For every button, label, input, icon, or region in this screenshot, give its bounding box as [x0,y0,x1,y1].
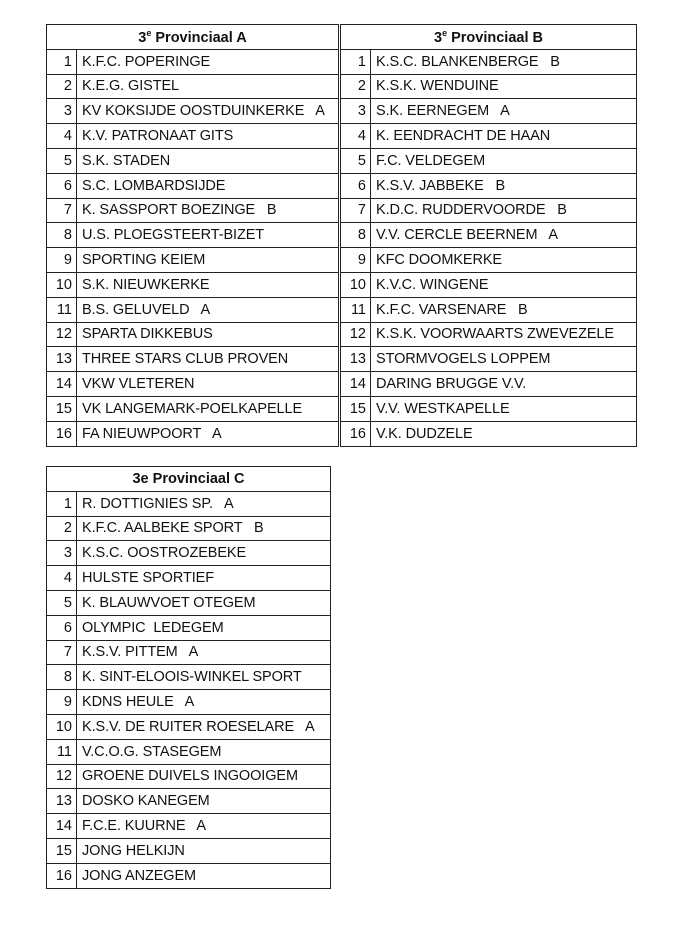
table-row [341,223,637,248]
table-row [341,74,637,99]
table-title: 3e Provinciaal C [47,467,331,492]
table-row [47,863,331,888]
rank-number: 9 [341,248,371,273]
club-name: K.S.V. PITTEM A [77,640,331,665]
rank-number: 8 [47,223,77,248]
table-row [47,99,339,124]
club-name: S.K. NIEUWKERKE [77,272,339,297]
rank-number: 1 [47,491,77,516]
rank-number: 2 [341,74,371,99]
table-row [341,148,637,173]
rank-number: 11 [47,739,77,764]
table-row [47,272,339,297]
table-row [47,838,331,863]
table-row [47,491,331,516]
rank-number: 10 [341,272,371,297]
rank-number: 9 [47,690,77,715]
club-name: K. BLAUWVOET OTEGEM [77,590,331,615]
club-name: DOSKO KANEGEM [77,789,331,814]
rank-number: 2 [47,74,77,99]
table-row [47,148,339,173]
rank-number: 7 [47,640,77,665]
table-row [47,516,331,541]
club-name: K.V.C. WINGENE [371,272,637,297]
rank-number: 11 [341,297,371,322]
rank-number: 5 [341,148,371,173]
rank-number: 16 [341,421,371,446]
club-name: STORMVOGELS LOPPEM [371,347,637,372]
table-row [47,764,331,789]
rank-number: 16 [47,863,77,888]
table-row [341,49,637,74]
rank-number: 13 [47,789,77,814]
table-row [47,665,331,690]
club-name: K.S.K. WENDUINE [371,74,637,99]
club-name: V.V. CERCLE BEERNEM A [371,223,637,248]
rank-number: 15 [341,396,371,421]
table-3e-provinciaal-b [340,24,637,447]
club-name: KFC DOOMKERKE [371,248,637,273]
table-row [47,739,331,764]
table-row [47,590,331,615]
table-row [47,615,331,640]
rank-number: 4 [47,124,77,149]
rank-number: 13 [47,347,77,372]
rank-number: 14 [47,814,77,839]
table-row [341,421,637,446]
table-row [47,372,339,397]
rank-number: 6 [341,173,371,198]
table-row [47,814,331,839]
table-row [47,198,339,223]
rank-number: 12 [47,322,77,347]
rank-number: 3 [341,99,371,124]
table-row [341,372,637,397]
club-name: VK LANGEMARK-POELKAPELLE [77,396,339,421]
table-row [47,347,339,372]
table-row [47,223,339,248]
rank-number: 7 [341,198,371,223]
table-row [47,49,339,74]
table-title: 3e Provinciaal B [341,25,637,50]
rank-number: 6 [47,615,77,640]
rank-number: 6 [47,173,77,198]
rank-number: 16 [47,421,77,446]
table-row [47,396,339,421]
club-name: FA NIEUWPOORT A [77,421,339,446]
table-row [341,347,637,372]
rank-number: 10 [47,714,77,739]
club-name: V.C.O.G. STASEGEM [77,739,331,764]
table-row [341,99,637,124]
rank-number: 9 [47,248,77,273]
club-name: B.S. GELUVELD A [77,297,339,322]
table-row [47,640,331,665]
table-row [341,297,637,322]
table-row [47,297,339,322]
rank-number: 14 [47,372,77,397]
table-row [47,322,339,347]
table-row [341,248,637,273]
club-name: SPARTA DIKKEBUS [77,322,339,347]
club-name: U.S. PLOEGSTEERT-BIZET [77,223,339,248]
club-name: JONG ANZEGEM [77,863,331,888]
table-row [341,322,637,347]
table-row [47,173,339,198]
rank-number: 4 [341,124,371,149]
rank-number: 1 [341,49,371,74]
rank-number: 5 [47,148,77,173]
club-name: K.F.C. POPERINGE [77,49,339,74]
club-name: F.C.E. KUURNE A [77,814,331,839]
rank-number: 15 [47,396,77,421]
table-row [341,396,637,421]
club-name: F.C. VELDEGEM [371,148,637,173]
table-row [47,541,331,566]
table-row [47,690,331,715]
club-name: V.V. WESTKAPELLE [371,396,637,421]
club-name: S.K. STADEN [77,148,339,173]
rank-number: 12 [341,322,371,347]
table-3e-provinciaal-c [46,466,331,889]
club-name: KDNS HEULE A [77,690,331,715]
rank-number: 8 [47,665,77,690]
table-row [341,272,637,297]
club-name: K. EENDRACHT DE HAAN [371,124,637,149]
club-name: HULSTE SPORTIEF [77,566,331,591]
table-title: 3e Provinciaal A [47,25,339,50]
club-name: K.E.G. GISTEL [77,74,339,99]
club-name: SPORTING KEIEM [77,248,339,273]
club-name: K.D.C. RUDDERVOORDE B [371,198,637,223]
rank-number: 14 [341,372,371,397]
rank-number: 12 [47,764,77,789]
club-name: K.F.C. VARSENARE B [371,297,637,322]
club-name: K. SASSPORT BOEZINGE B [77,198,339,223]
club-name: K.S.V. DE RUITER ROESELARE A [77,714,331,739]
rank-number: 3 [47,541,77,566]
table-row [47,124,339,149]
rank-number: 1 [47,49,77,74]
club-name: R. DOTTIGNIES SP. A [77,491,331,516]
table-row [341,173,637,198]
club-name: K.S.K. VOORWAARTS ZWEVEZELE [371,322,637,347]
rank-number: 8 [341,223,371,248]
club-name: VKW VLETEREN [77,372,339,397]
club-name: OLYMPIC LEDEGEM [77,615,331,640]
club-name: K. SINT-ELOOIS-WINKEL SPORT [77,665,331,690]
club-name: K.S.C. OOSTROZEBEKE [77,541,331,566]
rank-number: 13 [341,347,371,372]
table-row [47,421,339,446]
rank-number: 10 [47,272,77,297]
club-name: V.K. DUDZELE [371,421,637,446]
club-name: S.K. EERNEGEM A [371,99,637,124]
table-row [341,198,637,223]
club-name: GROENE DUIVELS INGOOIGEM [77,764,331,789]
club-name: KV KOKSIJDE OOSTDUINKERKE A [77,99,339,124]
rank-number: 3 [47,99,77,124]
rank-number: 4 [47,566,77,591]
club-name: THREE STARS CLUB PROVEN [77,347,339,372]
rank-number: 11 [47,297,77,322]
rank-number: 5 [47,590,77,615]
table-row [47,248,339,273]
club-name: K.S.C. BLANKENBERGE B [371,49,637,74]
rank-number: 15 [47,838,77,863]
club-name: JONG HELKIJN [77,838,331,863]
table-row [47,566,331,591]
club-name: K.V. PATRONAAT GITS [77,124,339,149]
club-name: DARING BRUGGE V.V. [371,372,637,397]
table-row [47,789,331,814]
club-name: S.C. LOMBARDSIJDE [77,173,339,198]
club-name: K.F.C. AALBEKE SPORT B [77,516,331,541]
table-row [341,124,637,149]
table-row [47,74,339,99]
rank-number: 7 [47,198,77,223]
table-row [47,714,331,739]
rank-number: 2 [47,516,77,541]
club-name: K.S.V. JABBEKE B [371,173,637,198]
table-3e-provinciaal-a [46,24,339,447]
